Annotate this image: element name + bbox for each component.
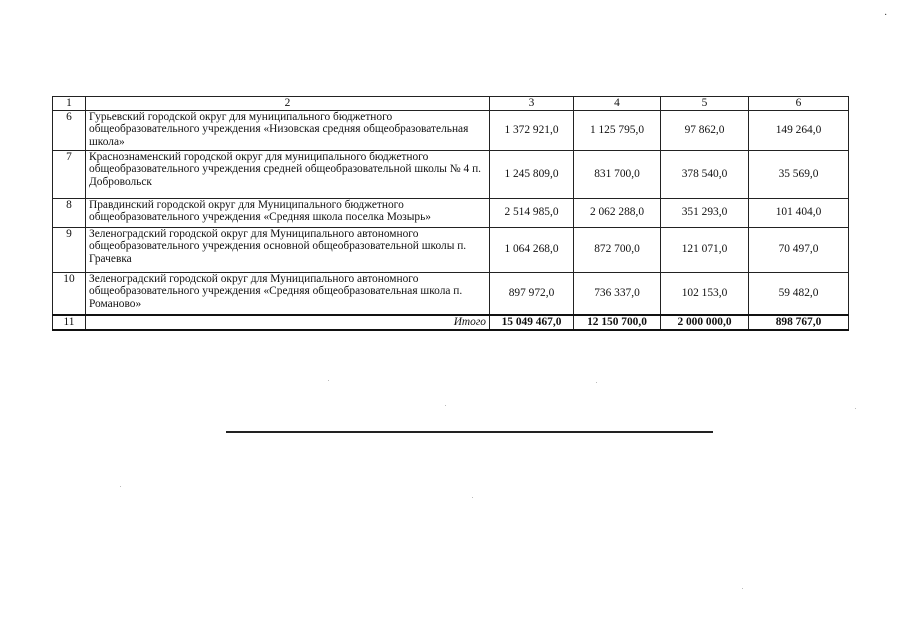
recipient-name: Зеленоградский городской округ для Муниципального автономного общеобразовательного учреждения «Средняя общеобразовательная школа п. Романово» bbox=[86, 272, 490, 315]
amount-col-3: 1 245 809,0 bbox=[490, 150, 574, 198]
total-col-4: 12 150 700,0 bbox=[574, 315, 661, 330]
amount-col-3: 1 372 921,0 bbox=[490, 110, 574, 150]
column-header-5: 5 bbox=[661, 97, 749, 111]
amount-col-5: 121 071,0 bbox=[661, 227, 749, 272]
amount-col-4: 872 700,0 bbox=[574, 227, 661, 272]
row-index: 6 bbox=[53, 110, 86, 150]
amount-col-5: 378 540,0 bbox=[661, 150, 749, 198]
recipient-name: Зеленоградский городской округ для Муниципального автономного общеобразовательного учреждения основной общеобразовательной школы п. Грачевка bbox=[86, 227, 490, 272]
amount-col-6: 101 404,0 bbox=[749, 198, 849, 227]
scan-speck bbox=[120, 486, 121, 487]
row-index: 7 bbox=[53, 150, 86, 198]
scan-speck bbox=[472, 497, 473, 498]
row-index: 8 bbox=[53, 198, 86, 227]
amount-col-6: 59 482,0 bbox=[749, 272, 849, 315]
budget-table bbox=[52, 96, 849, 331]
amount-col-6: 149 264,0 bbox=[749, 110, 849, 150]
table-header-row bbox=[53, 97, 849, 111]
scan-speck bbox=[742, 588, 743, 589]
total-col-3: 15 049 467,0 bbox=[490, 315, 574, 330]
table-row bbox=[53, 150, 849, 198]
column-header-6: 6 bbox=[749, 97, 849, 111]
recipient-name: Краснознаменский городской округ для муниципального бюджетного общеобразовательного учреждения средней общеобразовательной школы № 4 п. Добровольск bbox=[86, 150, 490, 198]
column-header-1: 1 bbox=[53, 97, 86, 111]
amount-col-3: 897 972,0 bbox=[490, 272, 574, 315]
closing-rule bbox=[226, 431, 713, 433]
amount-col-3: 1 064 268,0 bbox=[490, 227, 574, 272]
scan-speck bbox=[328, 380, 329, 381]
column-header-3: 3 bbox=[490, 97, 574, 111]
row-index: 10 bbox=[53, 272, 86, 315]
table-row bbox=[53, 272, 849, 315]
table-row bbox=[53, 110, 849, 150]
amount-col-4: 831 700,0 bbox=[574, 150, 661, 198]
total-col-6: 898 767,0 bbox=[749, 315, 849, 330]
table-row bbox=[53, 198, 849, 227]
column-header-2: 2 bbox=[86, 97, 490, 111]
amount-col-6: 70 497,0 bbox=[749, 227, 849, 272]
corner-mark: · bbox=[884, 10, 888, 21]
scan-speck bbox=[855, 408, 856, 409]
recipient-name: Гурьевский городской округ для муниципального бюджетного общеобразовательного учреждения «Низовская средняя общеобразовательная школа» bbox=[86, 110, 490, 150]
scan-speck bbox=[445, 405, 446, 406]
total-row bbox=[53, 315, 849, 330]
total-col-5: 2 000 000,0 bbox=[661, 315, 749, 330]
row-index: 9 bbox=[53, 227, 86, 272]
amount-col-5: 351 293,0 bbox=[661, 198, 749, 227]
amount-col-6: 35 569,0 bbox=[749, 150, 849, 198]
scan-speck bbox=[596, 382, 597, 383]
amount-col-5: 97 862,0 bbox=[661, 110, 749, 150]
column-header-4: 4 bbox=[574, 97, 661, 111]
total-label: Итого bbox=[86, 315, 490, 330]
row-index: 11 bbox=[53, 315, 86, 330]
amount-col-4: 1 125 795,0 bbox=[574, 110, 661, 150]
amount-col-5: 102 153,0 bbox=[661, 272, 749, 315]
amount-col-4: 736 337,0 bbox=[574, 272, 661, 315]
amount-col-3: 2 514 985,0 bbox=[490, 198, 574, 227]
amount-col-4: 2 062 288,0 bbox=[574, 198, 661, 227]
table-row bbox=[53, 227, 849, 272]
recipient-name: Правдинский городской округ для Муниципального бюджетного общеобразовательного учреждения «Средняя школа поселка Мозырь» bbox=[86, 198, 490, 227]
